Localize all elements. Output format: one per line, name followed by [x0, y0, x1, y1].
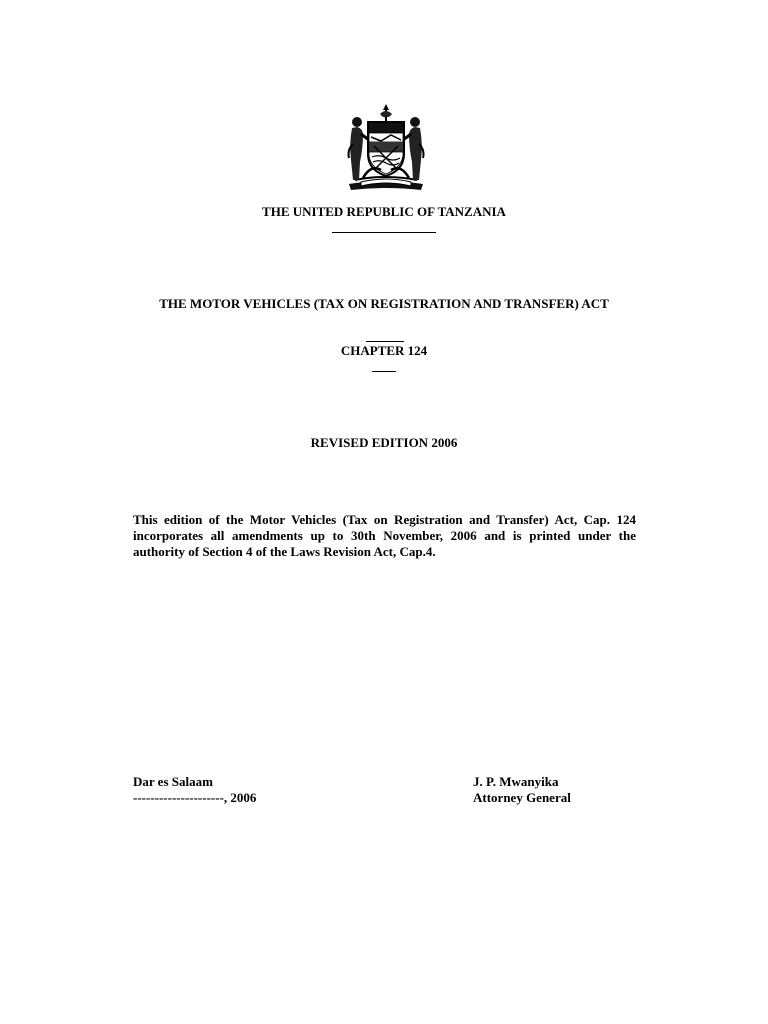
country-heading: THE UNITED REPUBLIC OF TANZANIA: [262, 204, 506, 219]
chapter-rule-bottom: [372, 371, 396, 372]
edition-statement: This edition of the Motor Vehicles (Tax on Registration and Transfer) Act, Cap. 124 incorporates all amendments up to 30th November, 2006 and is printed under the authority of Section 4 of the Laws Revision Act, Cap.4.: [133, 512, 636, 559]
signature-date: ---------------------, 2006: [133, 790, 257, 805]
act-title: THE MOTOR VEHICLES (TAX ON REGISTRATION AND TRANSFER) ACT: [159, 296, 609, 311]
signature-place: Dar es Salaam: [133, 774, 213, 789]
signatory-office: Attorney General: [473, 790, 571, 805]
chapter-number: CHAPTER 124: [340, 343, 428, 358]
chapter-rule-top: [366, 341, 404, 342]
heading-underline: [332, 232, 436, 233]
left-supporter-figure: [349, 117, 370, 180]
coat-of-arms-emblem: [341, 104, 431, 192]
signatory-name: J. P. Mwanyika: [473, 774, 559, 789]
right-supporter-figure: [403, 117, 424, 180]
edition-heading: REVISED EDITION 2006: [310, 435, 458, 450]
